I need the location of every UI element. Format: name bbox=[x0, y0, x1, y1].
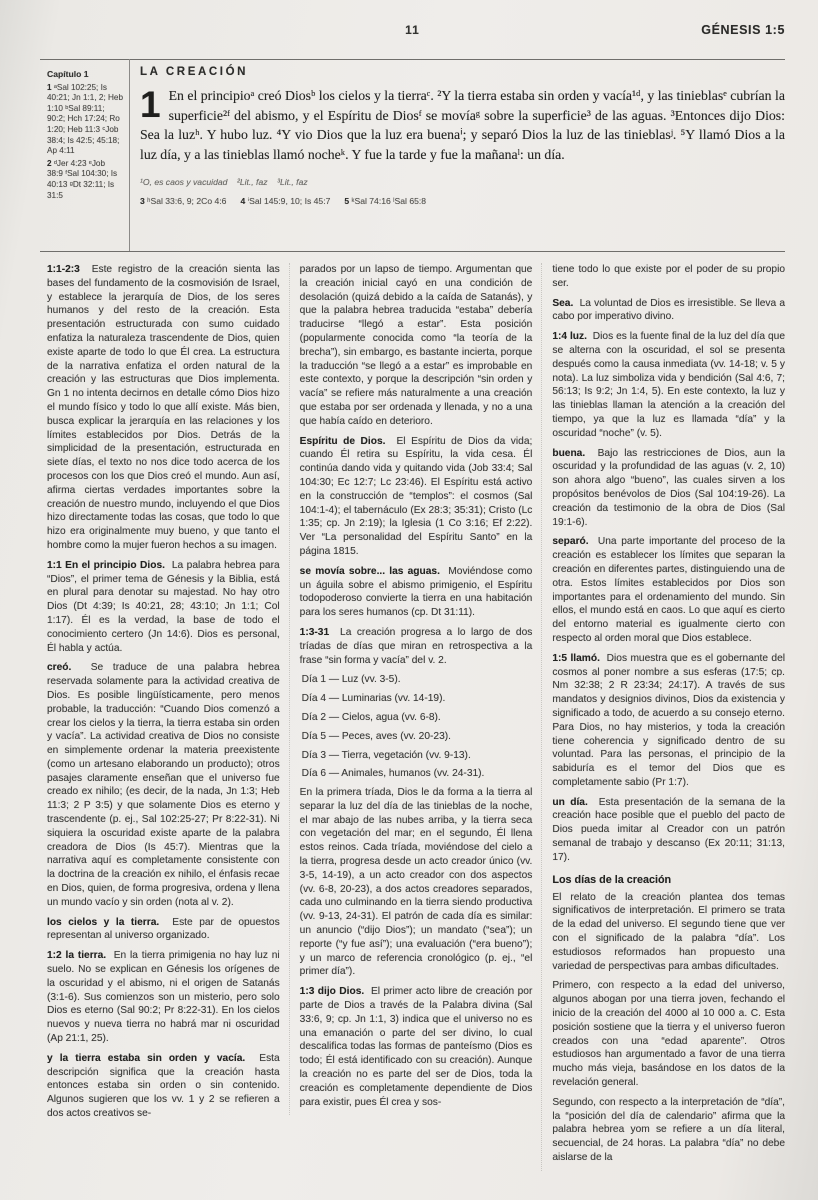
margin-ref-verse-number: 2 bbox=[47, 158, 52, 168]
commentary-note: buena. Bajo las restricciones de Dios, aun la oscuridad y la profundidad de las aguas (v. 2, 10) son ahora algo “bueno”, las cuales sirven a los propósitos benévolos de Dios (Sal 104:19-26). La creación da testimonio de la obra de Dios (Sal 19:1-6). bbox=[552, 447, 786, 528]
verse-ref-number: 5 bbox=[344, 196, 350, 206]
commentary-note-lead: 1:3-31 bbox=[299, 626, 330, 638]
verse-refs-line bbox=[140, 196, 785, 207]
commentary-note: se movía sobre... las aguas. Moviéndose como un águila sobre el abismo primigenio, el Espíritu todopoderoso convierte la tierra en una habitación para los seres humanos (cp. Dt 31:11). bbox=[299, 565, 533, 619]
margin-ref-entry: 2 ᵈJer 4:23 ᵉJob 38:9 ᶠSal 104:30; Is 40:13 ᵍDt 32:11; Is 31:5 bbox=[47, 158, 118, 200]
commentary-paragraph: Primero, con respecto a la edad del universo, algunos abogan por una tierra joven, fechando el inicio de la creación del 4000 al 10 000 a. C. Esta posición sostiene que la tierra y el universo fueron creados con una “edad aparente”. Otros estudiosos han argumentado a favor de una tierra mucho más vieja, basándose en los datos de la revelación general. bbox=[552, 980, 786, 1089]
creation-day-line: Día 1 — Luz (vv. 3-5). bbox=[301, 674, 401, 686]
section-divider-rule bbox=[40, 251, 785, 252]
commentary-note-lead: 1:2 la tierra. bbox=[47, 950, 107, 962]
commentary-note: un día. Esta presentación de la semana de la creación hace posible que el pueblo del pacto de Dios pueda imitar al Creador con un patrón semanal de trabajo y descanso (Ex 20:11; 31:13, 17). bbox=[552, 796, 786, 863]
commentary-note: 1:5 llamó. Dios muestra que es el gobernante del cosmos al poner nombre a sus esferas (17:5; cp. Nm 32:38; 2 R 23:34; 24:17). A través de sus mandatos y designios divinos, Dios da existencia y significado a todo, de acuerdo a su consejo eterno. Para Dios, no hay misterios, y toda la creación tiene coherencia y significado dentro de su voluntad. Para las personas, el principio de la sabiduría es el temor del Dios que es completamente sabio (Pr 1:7). bbox=[552, 652, 786, 788]
commentary-note-lead: y la tierra estaba sin orden y vacía. bbox=[47, 1052, 246, 1064]
verse-ref-segment: 3 ʰSal 33:6, 9; 2Co 4:6 bbox=[140, 196, 227, 206]
margin-ref-verse-number: 1 bbox=[47, 82, 52, 92]
scripture-text: En el principioᵃ creó Diosᵇ los cielos y la tierraᶜ. ²Y la tierra estaba sin orden y vacía¹ᵈ, y las tinieblasᵉ cubrían la superficie²ᶠ del abismo, y el Espíritu de Diosᶠ se movíaᵍ sobre la superficie³ de las aguas. ³Entonces dijo Dios: Sea la luzʰ. Y hubo luz. ⁴Y vio Dios que la luz era buenaⁱ; y separó Dios la luz de las tinieblasʲ. ⁵Y llamó Dios a la luz día, y a las tinieblas llamó nocheᵏ. Y fue la tarde y fue la mañanaˡ: un día. bbox=[140, 88, 785, 162]
margin-refs-list bbox=[47, 83, 123, 202]
commentary-note-lead: Espíritu de Dios. bbox=[299, 435, 386, 447]
commentary-paragraph: Segundo, con respecto a la interpretación de “día”, la “posición del día de calendario” afirma que la palabra hebrea yom se refiere a un día literal, secuencial, de 24 horas. La palabra “día” no debe aislarse de la bbox=[552, 1096, 786, 1164]
commentary-note: separó. Una parte importante del proceso de la creación es establecer los límites que separan la creación en diferentes partes, distinguiendo una de otra. Estos límites establecidos por Dios son importantes para el ordenamiento del mundo. Sin ellos, el mundo está en caos. Lo que aquí es cierto del entorno material es igualmente cierto con respecto al orden moral que Dios establece. bbox=[552, 536, 786, 644]
creation-day-line: Día 2 — Cielos, agua (vv. 6-8). bbox=[301, 711, 441, 723]
commentary-note-lead: creó. bbox=[47, 662, 72, 674]
commentary-note: Sea. La voluntad de Dios es irresistible. Se lleva a cabo por imperativo divino. bbox=[552, 297, 786, 323]
commentary-note: 1:3-31 La creación progresa a lo largo de dos tríadas de días que miran en retrospectiva a la frase “sin forma y vacía” del v. 2. bbox=[299, 626, 533, 666]
commentary-note-lead: Sea. bbox=[552, 297, 574, 309]
scripture-footnotes: ¹O, es caos y vacuidad ²Lit., faz ³Lit., faz bbox=[140, 177, 308, 187]
commentary-note: los cielos y la tierra. Este par de opuestos representan al universo organizado. bbox=[47, 916, 280, 942]
commentary-note: 1:2 la tierra. En la tierra primigenia no hay luz ni suelo. No se explican en Génesis los orígenes de la oscuridad y el abismo, ni el origen de Satanás (3:1-6). Sus comienzos son un misterio, pero solo Dios es eterno (Sal 90:2; Pr 8:22-31). En los cielos nuevos y nueva tierra no habrá mar ni oscuridad (Ap 21:1, 25). bbox=[47, 950, 280, 1045]
scripture-section bbox=[140, 66, 785, 207]
commentary-note-lead: 1:5 llamó. bbox=[552, 652, 600, 664]
verse-ref-segment: 5 ᵏSal 74:16 ˡSal 65:8 bbox=[344, 196, 427, 206]
commentary-note: creó. Se traduce de una palabra hebrea reservada solamente para la actividad creativa de Dios. Es posible lingüísticamente, pero menos probable, la traducción: “Cuando Dios comenzó a crear los cielos y la tierra, la tierra estaba sin orden y vacía”. La actividad creativa de Dios no consiste en simplemente ordenar la materia preexistente (como un artesano elaborando un producto); otros pasajes claramente enseñan que el universo fue creado ex nihilo; (es decir, de la nada, Jn 1:3; Heb 11:3; 2 P 3:5) y que solamente Dios es eterno y trascendente (p. ej., Sal 102:25-27; Pr 8:22-31). Ni siquiera la oscuridad existe aparte de la palabra creadora de Dios (Is 45:7). Mientras que la narrativa aquí es completamente consistente con la doctrina de la creación ex nihilo, el énfasis recae en Dios, quien, de forma progresiva, ordena y llena un mundo vacío y sin orden (nota al v. 2). bbox=[47, 662, 280, 908]
commentary-continuation: tiene todo lo que existe por el poder de su propio ser. bbox=[552, 264, 786, 289]
commentary-note: 1:4 luz. Dios es la fuente final de la luz del día que se alterna con la oscuridad, el sol se presenta después como la causa inmediata (vv. 14-18; v. 5 y nota). La luz simboliza vida y bendición (Sal 4:6, 7; 56:13; Is 9:2; Jn 1:4, 5). En este contexto, la luz y las tinieblas llaman la atención a la creación del tiempo, ya que la luz es llamada “día” y la oscuridad “noche” (v. 5). bbox=[552, 331, 786, 439]
commentary-column-2 bbox=[289, 263, 533, 1115]
commentary-note-lead: buena. bbox=[552, 447, 586, 459]
commentary-note-lead: 1:1 En el principio Dios. bbox=[47, 559, 165, 571]
page-header bbox=[40, 23, 785, 39]
running-head: GÉNESIS 1:5 bbox=[701, 23, 785, 37]
margin-cross-references bbox=[47, 69, 123, 203]
verse-ref-segment: 4 ⁱSal 145:9, 10; Is 45:7 bbox=[240, 196, 331, 206]
commentary-note-lead: 1:4 luz. bbox=[552, 331, 587, 343]
commentary-section bbox=[47, 263, 785, 1171]
creation-day-line: Día 6 — Animales, humanos (vv. 24-31). bbox=[301, 768, 485, 780]
commentary-note: 1:1-2:3 Este registro de la creación sienta las bases del fundamento de la cosmovisión de Israel, y establece la jerarquía de Dios, de los seres humanos y del resto de la creación. Esta presentación estructurada con sumo cuidado enfatiza la naturaleza trascendente de Dios, quien existe aparte de todo lo que Él crea. La estructura de la narrativa enfatiza el orden natural de la creación y las estructuras que Dios implementa. Gn 1 no intenta decirnos en detalle cómo Dios hizo el mundo físico y todo lo que allí existe. Más bien, busca explicar la jerarquía en las relaciones y los límites establecidos por Dios. Detrás de la simplicidad de la presentación, estructurada en siete días, el texto no nos dice todo acerca de los procesos con los que Dios creó el mundo. Aun así, afirma ciertas verdades importantes sobre la creación de nuestro mundo, incluyendo el que Dios hizo directamente todas las cosas, que todo lo que hizo era originalmente muy bueno, y que tanto el hombre como la mujer fueron hechos a su imagen. bbox=[47, 264, 280, 551]
header-rule bbox=[40, 59, 785, 60]
verse-ref-number: 4 bbox=[240, 196, 246, 206]
commentary-continuation: parados por un lapso de tiempo. Argumentan que la creación inicial cayó en una condición de desolación (quizá debido a la caída de Satanás), y que la palabra hebrea traducida “estaba” debería traducirse “llegó a estar”. Esta posición (popularmente conocida como “la teoría de la brecha”), sin embargo, es bastante incierta, porque la traducción “se llegó a a estar” es improbable en este contexto, y porque la descripción “sin orden y vacía” se refiere más naturalmente a una creación que estaba por ser ordenada y llenada, y no a una que había caído en deterioro. bbox=[299, 264, 533, 427]
commentary-note-lead: un día. bbox=[552, 796, 588, 808]
verse-ref-number: 3 bbox=[140, 196, 145, 206]
scripture-text-block bbox=[140, 86, 785, 164]
creation-day-line: Día 4 — Luminarias (vv. 14-19). bbox=[301, 693, 446, 705]
margin-ref-entry: 1 ᵃSal 102:25; Is 40:21; Jn 1:1, 2; Heb 1:10 ᵇSal 89:11; 90:2; Hch 17:24; Ro 1:20; Heb 11:3 ᶜJob 38:4; Is 42:5; 45:18; Ap 4:11 bbox=[47, 82, 124, 156]
creation-day-line: Día 5 — Peces, aves (vv. 20-23). bbox=[301, 730, 451, 742]
commentary-note-lead: 1:1-2:3 bbox=[47, 264, 80, 275]
commentary-note-lead: separó. bbox=[552, 536, 589, 548]
commentary-column-1 bbox=[47, 263, 280, 1127]
commentary-note-lead: 1:3 dijo Dios. bbox=[299, 986, 365, 998]
commentary-column-3 bbox=[541, 263, 785, 1171]
creation-day-line: Día 3 — Tierra, vegetación (vv. 9-13). bbox=[301, 749, 471, 761]
commentary-subheading: Los días de la creación bbox=[552, 873, 672, 886]
margin-chapter-heading: Capítulo 1 bbox=[47, 69, 89, 79]
page-number: 11 bbox=[405, 23, 420, 37]
section-heading: LA CREACIÓN bbox=[140, 66, 249, 78]
chapter-drop-cap: 1 bbox=[140, 84, 161, 125]
commentary-paragraph: En la primera tríada, Dios le da forma a la tierra al separar la luz del día de las tinieblas de la noche, el mar abajo de las nubes arriba, y la tierra seca con vegetación del mar; en el segundo, Él llena estos reinos. Cada tríada, moviéndose del cielo a la tierra, progresa desde un acto creador único (vv. 3-5, 14-19), a un acto creador con dos aspectos (vv. 6-8, 20-23), a dos actos creadores separados, cada uno culminando en la tierra siendo productiva (vv. 9-13, 24-31). El patrón de cada día es similar: un anuncio (“dijo Dios”); un mandato (“sea”); un reporte (“y fue así”); una evaluación (“era bueno”); y un marco de referencia cronológico (p. ej., “el primer día”). bbox=[299, 787, 533, 978]
commentary-note: 1:3 dijo Dios. El primer acto libre de creación por parte de Dios a través de la Palabra divina (Sal 33:6, 9; cp. Jn 1:1, 3) indica que el universo no es una emanación o parte del ser divino, lo cual descalifica todas las formas de panteísmo (Dios es todo; Él está identificado con su creación). Aunque la creación no es parte del ser de Dios, toda la creación es completamente dependiente de Dios para existir, pues Él crea y sos- bbox=[299, 986, 533, 1108]
commentary-paragraph: El relato de la creación plantea dos temas significativos de interpretación. El primero se trata de la edad del universo. El segundo tiene que ver con el significado de la palabra “día”. Los estudiosos reformados han propuesto una variedad de perspectivas para ambas dificultades. bbox=[552, 891, 786, 972]
commentary-note: Espíritu de Dios. El Espíritu de Dios da vida; cuando Él retira su Espíritu, la vida cesa. Él continúa dando vida y quitando vida (Job 33:4; Sal 104:30; Ec 12:7; Lc 23:46). El Espíritu está activo en la construcción de “templos”: el cosmos (Sal 104:1-4); el tabernáculo (Ex 28:3; 35:31); Cristo (Lc 1:35; cp. Jn 2:19); la Iglesia (1 Co 3:16; Ef 2:22). Ver “La personalidad del Espíritu Santo” en la página 1815. bbox=[299, 435, 533, 557]
commentary-note: 1:1 En el principio Dios. La palabra hebrea para “Dios”, el primer tema de Génesis y la Biblia, está en plural para denotar su majestad. No hay otro Dios (Dt 4:39; Is 40:21, 28; 43:10; Jn 1:1; Col 1:17). Él es la verdad, la base de todo el conocimiento certero (Jn 14:6). Dios es personal, Él habla y actúa. bbox=[47, 559, 280, 654]
commentary-note: y la tierra estaba sin orden y vacía. Esta descripción significa que la creación hasta entonces estaba sin orden o sin contenido. Algunos sugieren que los vv. 1 y 2 se refieren a dos actos creativos se- bbox=[47, 1052, 280, 1120]
commentary-note-lead: se movía sobre... las aguas. bbox=[299, 565, 440, 577]
commentary-note-lead: los cielos y la tierra. bbox=[47, 916, 160, 928]
margin-divider-line bbox=[129, 59, 130, 252]
